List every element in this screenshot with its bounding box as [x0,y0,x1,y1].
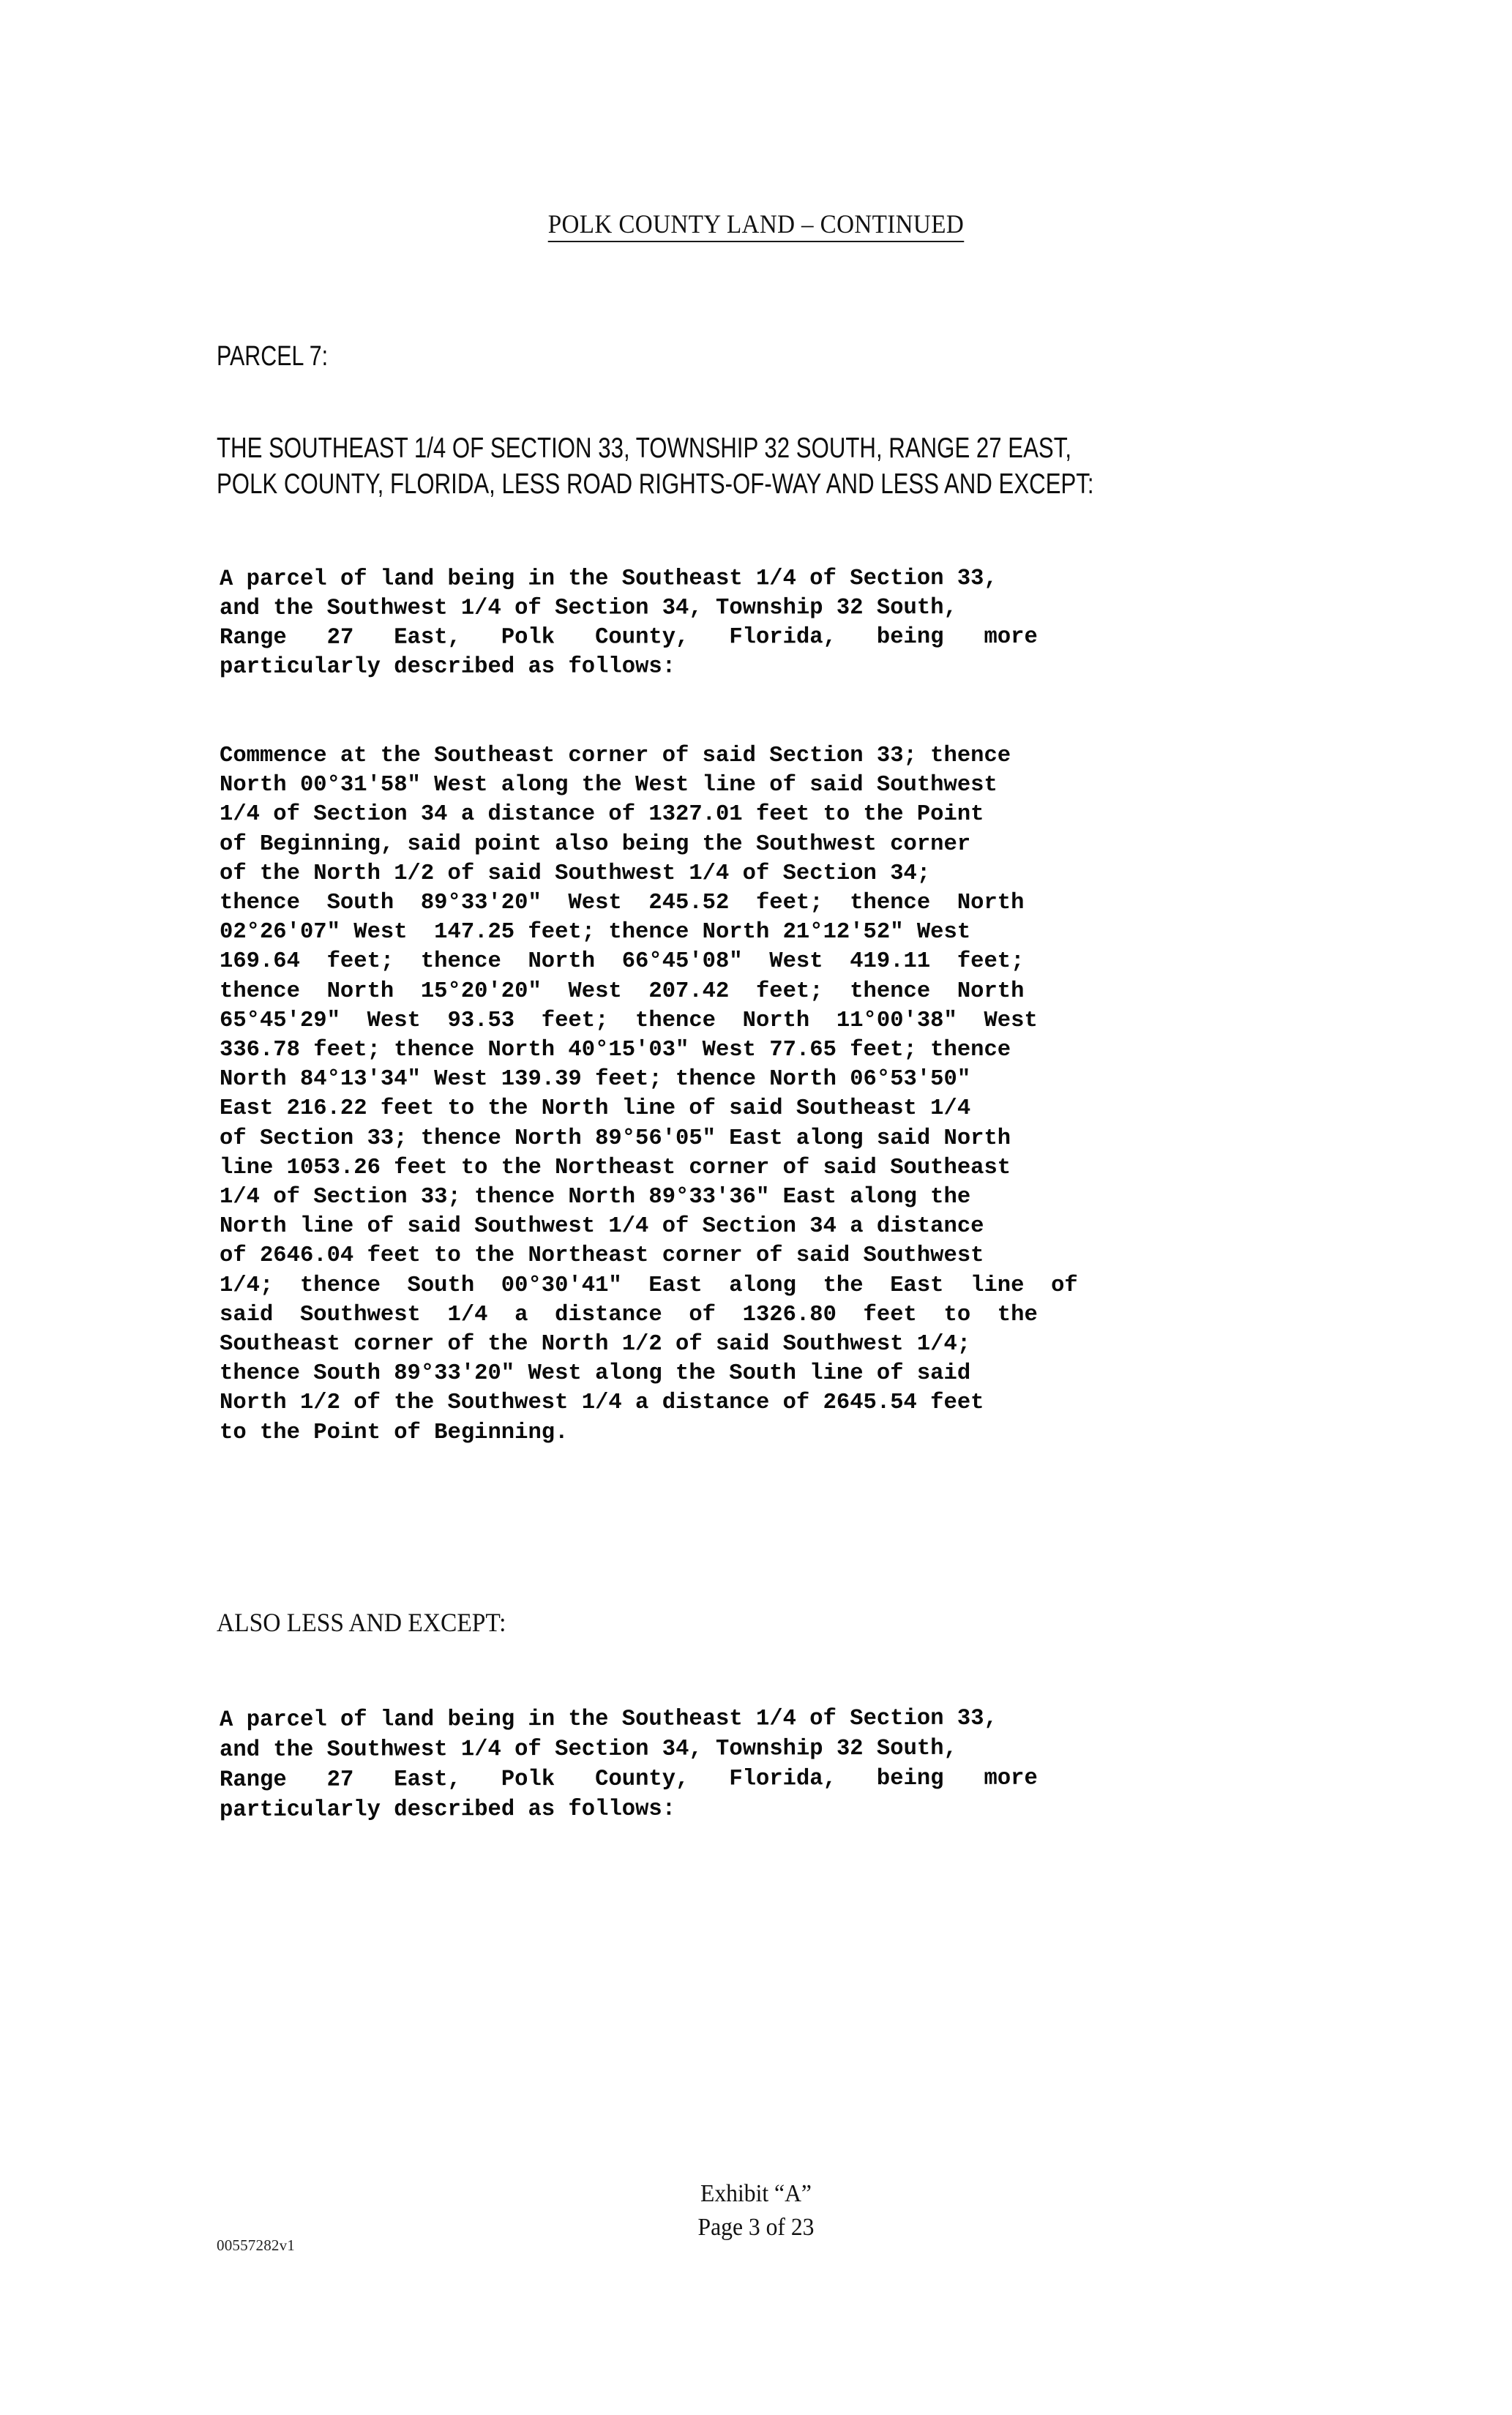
paragraph-line: particularly described as follows: [220,1796,676,1823]
paragraph-line: line 1053.26 feet to the Northeast corner of said Southeast [220,1154,1011,1180]
paragraph-line: 1/4 of Section 33; thence North 89°33'36" East along the [220,1184,971,1210]
paragraph-line: North 84°13'34" West 139.39 feet; thence North 06°53'50" [220,1066,971,1093]
paragraph-line: 1/4 of Section 34 a distance of 1327.01 feet to the Point [220,801,984,828]
paragraph-line: thence South 89°33'20" West along the South line of said [220,1360,971,1387]
paragraph-line: Range 27 East, Polk County, Florida, being more [220,1765,1038,1793]
paragraph-line: Southeast corner of the North 1/2 of said Southwest 1/4; [220,1331,971,1358]
paragraph-line: A parcel of land being in the Southeast 1/4 of Section 33, [220,566,998,592]
paragraph-line: 169.64 feet; thence North 66°45'08" West 419.11 feet; [220,948,1025,975]
paragraph-line: 02°26'07" West 147.25 feet; thence North 21°12'52" West [220,919,971,946]
paragraph-line: to the Point of Beginning. [220,1419,569,1445]
intro-paragraph [220,565,1303,682]
closing-paragraph [220,1705,1317,1825]
page-footer [0,2177,1512,2244]
parcel-label: PARCEL 7: [217,341,329,372]
paragraph-line: particularly described as follows: [220,654,676,680]
running-header [0,209,1512,242]
paragraph-line: said Southwest 1/4 a distance of 1326.80 feet to the [220,1301,1038,1328]
paragraph-line: Range 27 East, Polk County, Florida, being more [220,624,1038,651]
also-less-and-except-heading: ALSO LESS AND EXCEPT: [217,1608,506,1637]
document-id: 00557282v1 [217,2236,295,2254]
parcel-title-line: POLK COUNTY, FLORIDA, LESS ROAD RIGHTS-OF-WAY AND LESS AND EXCEPT: [217,468,1094,500]
paragraph-line: A parcel of land being in the Southeast 1/4 of Section 33, [220,1705,998,1733]
page-number: Page 3 of 23 [697,2214,815,2241]
paragraph-line: East 216.22 feet to the North line of said Southeast 1/4 [220,1096,971,1122]
paragraph-line: North 00°31'58" West along the West line of said Southwest [220,772,998,798]
parcel-title-block [217,430,1358,502]
paragraph-line: and the Southwest 1/4 of Section 34, Township 32 South, [220,595,957,621]
legal-description-paragraph [220,741,1317,1448]
paragraph-line: North line of said Southwest 1/4 of Section 34 a distance [220,1213,984,1240]
paragraph-line: 65°45'29" West 93.53 feet; thence North 11°00'38" West [220,1007,1038,1033]
paragraph-line: North 1/2 of the Southwest 1/4 a distance of 2645.54 feet [220,1390,984,1416]
paragraph-line: 1/4; thence South 00°30'41" East along the East line of [220,1272,1078,1298]
paragraph-line: Commence at the Southeast corner of said Section 33; thence [220,743,1011,768]
paragraph-line: of Beginning, said point also being the Southwest corner [220,831,971,857]
parcel-title-line: THE SOUTHEAST 1/4 OF SECTION 33, TOWNSHIP 32 SOUTH, RANGE 27 EAST, [217,433,1071,464]
running-header-title: POLK COUNTY LAND – CONTINUED [548,209,964,242]
exhibit-label: Exhibit “A” [700,2180,812,2207]
paragraph-line: of 2646.04 feet to the Northeast corner of said Southwest [220,1243,984,1269]
paragraph-line: thence South 89°33'20" West 245.52 feet; thence North [220,890,1025,916]
paragraph-line: of Section 33; thence North 89°56'05" East along said North [220,1125,1011,1151]
paragraph-line: and the Southwest 1/4 of Section 34, Township 32 South, [220,1735,957,1763]
paragraph-line: of the North 1/2 of said Southwest 1/4 of Section 34; [220,860,931,886]
paragraph-line: 336.78 feet; thence North 40°15'03" West 77.65 feet; thence [220,1037,1011,1063]
paragraph-line: thence North 15°20'20" West 207.42 feet; thence North [220,978,1025,1004]
